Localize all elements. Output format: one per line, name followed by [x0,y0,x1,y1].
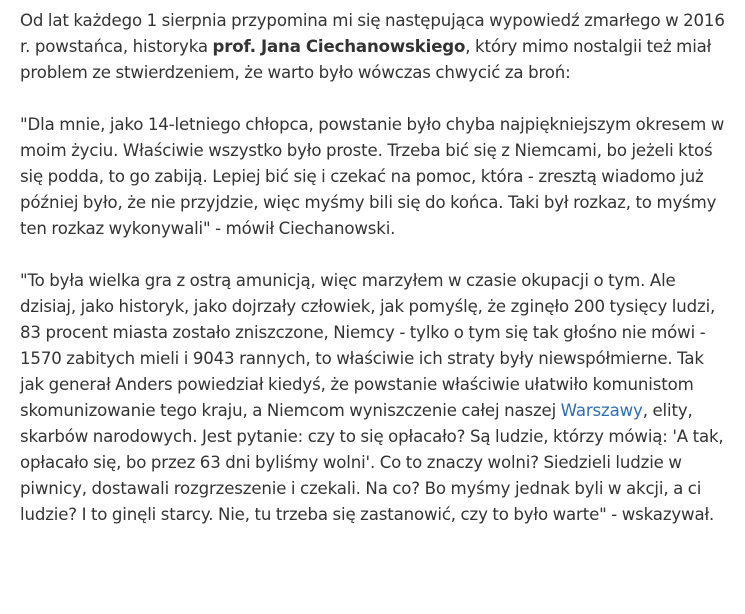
quote-paragraph-2-text-end: , elity, skarbów narodowych. Jest pytanie: czy to się opłacało? Są ludzie, którzy mówią: 'A tak, opłacało się, bo przez 63 dni byliśmy wolni'. Co to znaczy wolni? Siedzieli ludzie w piwnicy, dostawali rozgrzeszenie i czekali. Na co? Bo myśmy jednak byli w akcji, a ci ludzie? I to ginęli starcy. Nie, tu trzeba się zastanowić, czy to było warte" - wskazywał. [20,401,724,524]
article-body [20,8,732,554]
quote-paragraph-2-text: "To była wielka gra z ostrą amunicją, więc marzyłem w czasie okupacji o tym. Ale dzisiaj, jako historyk, jako dojrzały człowiek, jak pomyślę, że zginęło 200 tysięcy ludzi, 83 procent miasta zostało zniszczone, Niemcy - tylko o tym się tak głośno nie mówi - 1570 zabitych mieli i 9043 rannych, to właściwie ich straty były niewspółmierne. Tak jak generał Anders powiedział kiedyś, że powstanie właściwie ułatwiło komunistom skomunizowanie tego kraju, a Niemcom wyniszczenie całej naszej [20,271,716,420]
paragraph-intro-text-end: , który mimo nostalgii też miał problem ze stwierdzeniem, że warto było wówczas chwycić za broń: [20,37,712,82]
author-name: prof. Jana Ciechanowskiego [212,37,466,56]
paragraph-intro [20,8,732,86]
quote-paragraph-2 [20,268,732,528]
paragraph-intro-text: Od lat każdego 1 sierpnia przypomina mi się następująca wypowiedź zmarłego w 2016 r. powstańca, historyka [20,11,725,56]
quote-paragraph-1: "Dla mnie, jako 14-letniego chłopca, powstanie było chyba najpiękniejszym okresem w moim życiu. Właściwie wszystko było proste. Trzeba bić się z Niemcami, bo jeżeli ktoś się podda, to go zabiją. Lepiej bić się i czekać na pomoc, która - zresztą wiadomo już później było, że nie przyjdzie, więc myśmy bili się do końca. Taki był rozkaz, to myśmy ten rozkaz wykonywali" - mówił Ciechanowski. [20,115,725,238]
warszawa-link[interactable]: Warszawy [560,401,643,420]
